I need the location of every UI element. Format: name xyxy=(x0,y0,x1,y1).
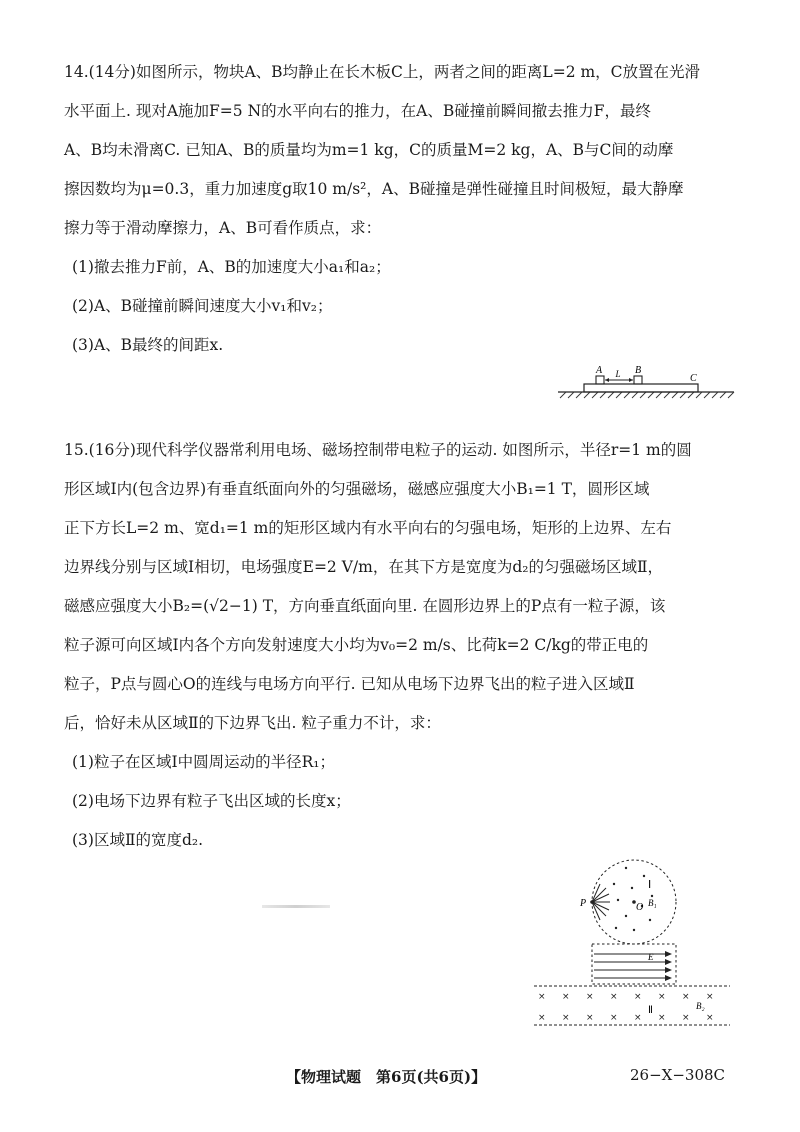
svg-text:×: × xyxy=(538,1013,546,1023)
particle-fan xyxy=(592,884,610,920)
svg-text:×: × xyxy=(658,992,666,1002)
svg-text:×: × xyxy=(586,992,594,1002)
svg-text:×: × xyxy=(610,1013,618,1023)
q14-line-1: 14.(14分)如图所示，物块A、B均静止在长木板C上，两者之间的距离L=2 m，C放置在光滑 xyxy=(64,63,701,81)
field-arrowheads xyxy=(665,951,672,981)
board-c xyxy=(584,384,698,392)
q15-line-5: 磁感应强度大小B₂=(√2−1) T，方向垂直纸面向里. 在圆形边界上的P点有一粒子源，该 xyxy=(64,597,666,615)
label-region-1: Ⅰ xyxy=(648,879,652,891)
label-l: L xyxy=(615,369,621,379)
q14-sub-3: (3)A、B最终的间距x. xyxy=(72,336,224,354)
svg-text:×: × xyxy=(634,992,642,1002)
q14-sub-2: (2)A、B碰撞前瞬间速度大小v₁和v₂； xyxy=(72,297,333,315)
region-2-crosses xyxy=(538,992,714,1023)
svg-text:×: × xyxy=(682,992,690,1002)
q15-line-4: 边界线分别与区域Ⅰ相切，电场强度E=2 V/m，在其下方是宽度为d₂的匀强磁场区域Ⅱ， xyxy=(64,558,664,576)
q14-figure xyxy=(556,362,736,404)
svg-text:×: × xyxy=(562,1013,570,1023)
svg-text:×: × xyxy=(562,992,570,1002)
q15-line-7: 粒子，P点与圆心O的连线与电场方向平行. 已知从电场下边界飞出的粒子进入区域Ⅱ xyxy=(64,675,635,693)
label-b: B xyxy=(635,365,642,376)
ground-hatch xyxy=(560,392,734,398)
svg-text:×: × xyxy=(610,992,618,1002)
label-p: P xyxy=(580,898,587,909)
svg-text:×: × xyxy=(586,1013,594,1023)
q14-line-5: 擦力等于滑动摩擦力，A、B可看作质点，求： xyxy=(64,219,382,237)
q15-figure xyxy=(532,854,732,1030)
q14-line-4: 擦因数均为μ=0.3，重力加速度g取10 m/s²，A、B碰撞是弹性碰撞且时间极短，最大静摩 xyxy=(64,180,684,198)
point-p xyxy=(590,900,594,904)
q15-line-2: 形区域Ⅰ内(包含边界)有垂直纸面向外的匀强磁场，磁感应强度大小B₁=1 T，圆形区域 xyxy=(64,480,650,498)
field-lines xyxy=(594,954,666,978)
q15-line-8: 后，恰好未从区域Ⅱ的下边界飞出. 粒子重力不计，求： xyxy=(64,714,441,732)
svg-text:×: × xyxy=(706,1013,714,1023)
svg-text:×: × xyxy=(706,992,714,1002)
label-b2: B₂ xyxy=(696,1001,705,1011)
q14-line-3: A、B均未滑离C. 已知A、B的质量均为m=1 kg，C的质量M=2 kg，A、B与C间的动摩 xyxy=(64,141,674,159)
label-c: C xyxy=(690,373,697,384)
block-b xyxy=(634,376,642,384)
q15-sub-2: (2)电场下边界有粒子飞出区域的长度x； xyxy=(72,792,351,810)
q14-sub-1: (1)撤去推力F前，A、B的加速度大小a₁和a₂； xyxy=(72,258,391,276)
distance-arrow-left xyxy=(605,378,609,382)
svg-text:×: × xyxy=(658,1013,666,1023)
q15-sub-1: (1)粒子在区域Ⅰ中圆周运动的半径R₁； xyxy=(72,753,335,771)
label-e: E xyxy=(648,952,654,962)
page-footer-title: 【物理试题 第6页(共6页)】 xyxy=(286,1068,487,1086)
q15-line-1: 15.(16分)现代科学仪器常利用电场、磁场控制带电粒子的运动. 如图所示，半径r=1 m的圆 xyxy=(64,441,692,459)
page-footer-code: 26−X−308C xyxy=(630,1066,726,1084)
label-a: A xyxy=(596,365,603,376)
label-b1: B₁ xyxy=(648,898,657,908)
q15-sub-3: (3)区域Ⅱ的宽度d₂. xyxy=(72,831,204,849)
q15-line-3: 正下方长L=2 m、宽d₁=1 m的矩形区域内有水平向右的匀强电场，矩形的上边界、左右 xyxy=(64,519,672,537)
q15-line-6: 粒子源可向区域Ⅰ内各个方向发射速度大小均为v₀=2 m/s、比荷k=2 C/kg的带正电的 xyxy=(64,636,649,654)
label-o: O xyxy=(636,902,644,913)
distance-arrow-right xyxy=(629,378,633,382)
svg-text:×: × xyxy=(682,1013,690,1023)
faint-smudge xyxy=(262,905,330,908)
svg-text:×: × xyxy=(538,992,546,1002)
svg-text:×: × xyxy=(634,1013,642,1023)
q14-line-2: 水平面上. 现对A施加F=5 N的水平向右的推力，在A、B碰撞前瞬间撤去推力F，最终 xyxy=(64,102,651,120)
label-region-2: Ⅱ xyxy=(648,1005,653,1016)
block-a xyxy=(596,376,604,384)
